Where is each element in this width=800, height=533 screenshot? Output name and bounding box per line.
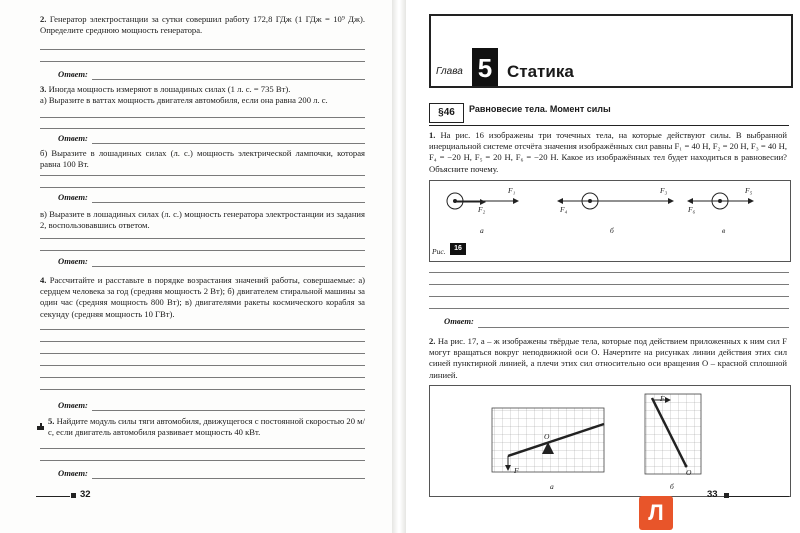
figure-caption: б bbox=[610, 226, 614, 235]
book-gutter bbox=[392, 0, 406, 533]
answer-line[interactable] bbox=[40, 49, 365, 50]
right-task-2 bbox=[429, 336, 787, 381]
answer-line[interactable] bbox=[429, 272, 789, 273]
answer-line[interactable] bbox=[429, 284, 789, 285]
answer-input-line[interactable] bbox=[92, 410, 365, 411]
section-underline bbox=[429, 125, 789, 126]
answer-line[interactable] bbox=[40, 329, 365, 330]
figure-16 bbox=[429, 180, 791, 262]
page-number: 33 bbox=[707, 489, 718, 500]
task-number: 2. bbox=[429, 336, 436, 346]
task-3c bbox=[40, 209, 365, 231]
answer-line[interactable] bbox=[40, 238, 365, 239]
force-label-f6: F₆ bbox=[688, 205, 696, 214]
task-3a-text: а) Выразите в ваттах мощность двигателя автомобиля, если она равна 200 л. с. bbox=[40, 95, 328, 106]
publisher-logo: Л bbox=[639, 496, 673, 530]
answer-line[interactable] bbox=[429, 296, 789, 297]
answer-line[interactable] bbox=[40, 377, 365, 378]
figure-caption: б bbox=[670, 482, 674, 491]
section-number: §46 bbox=[429, 103, 464, 123]
force-label-f2: F₂ bbox=[478, 205, 486, 214]
task-text: Рассчитайте и расставьте в порядке возрастания значений работы, совершаемые: а) сердцем человека за год (средняя мощность 2 Вт); б) двигателем стиральной машины за один час (средняя мощность 800 Вт); в) двигателями ракеты космического корабля за секунду (средняя мощность 10 ГВт). bbox=[40, 275, 365, 319]
task-number: 1. bbox=[429, 130, 436, 140]
answer-label: Ответ: bbox=[58, 192, 88, 202]
hand-pointer-icon bbox=[36, 418, 45, 427]
chapter-word: Глава bbox=[436, 66, 463, 77]
task-5 bbox=[48, 416, 365, 438]
answer-line[interactable] bbox=[40, 341, 365, 342]
answer-input-line[interactable] bbox=[92, 79, 365, 80]
figure-label-number: 16 bbox=[450, 243, 466, 255]
task-text: На рис. 17, а – ж изображены твёрдые тела, которые под действием приложенных к ним сил F могут вращаться вокруг неподвижной оси O. Начертите на рисунках линии действия этих сил синей пунктирной линией, а плечи этих сил относительно оси вращения O – красной сплошной линией. bbox=[429, 336, 787, 380]
figure-17-drawing bbox=[430, 386, 790, 496]
answer-line[interactable] bbox=[40, 460, 365, 461]
task-4 bbox=[40, 275, 365, 320]
figure-label-prefix: Рис. bbox=[432, 247, 446, 256]
task-number: 3. bbox=[40, 84, 47, 94]
figure-caption: в bbox=[722, 226, 726, 235]
task-3b-text: б) Выразите в лошадиных силах (л. с.) мощность электрической лампочки, которая равна 100 Вт. bbox=[40, 148, 365, 170]
answer-label: Ответ: bbox=[58, 69, 88, 79]
grid-b bbox=[645, 394, 701, 474]
answer-input-line[interactable] bbox=[92, 478, 365, 479]
answer-input-line[interactable] bbox=[92, 143, 365, 144]
answer-label: Ответ: bbox=[58, 400, 88, 410]
chapter-underline bbox=[429, 86, 791, 88]
answer-input-line[interactable] bbox=[478, 327, 789, 328]
answer-line[interactable] bbox=[40, 61, 365, 62]
answer-input-line[interactable] bbox=[92, 266, 365, 267]
axis-label-a: O bbox=[544, 432, 550, 441]
task-number: 2. bbox=[40, 14, 47, 24]
answer-label: Ответ: bbox=[58, 468, 88, 478]
force-label-f5: F₅ bbox=[745, 186, 753, 195]
task-3 bbox=[40, 84, 365, 106]
answer-line[interactable] bbox=[40, 448, 365, 449]
answer-label: Ответ: bbox=[58, 256, 88, 266]
page-number-rule bbox=[729, 496, 789, 497]
task-number: 5. bbox=[48, 416, 55, 426]
answer-label: Ответ: bbox=[58, 133, 88, 143]
task-text: Найдите модуль силы тяги автомобиля, движущегося с постоянной скоростью 20 м/с, если двигатель автомобиля развивает мощность 40 кВт. bbox=[48, 416, 365, 438]
task-number: 4. bbox=[40, 275, 47, 285]
right-task-1 bbox=[429, 130, 787, 175]
answer-line[interactable] bbox=[40, 187, 365, 188]
force-label-b: F bbox=[660, 394, 665, 403]
chapter-number: 5 bbox=[472, 48, 498, 86]
answer-line[interactable] bbox=[40, 365, 365, 366]
answer-line[interactable] bbox=[40, 389, 365, 390]
task-3b bbox=[40, 148, 365, 170]
figure-caption: а bbox=[480, 226, 484, 235]
answer-line[interactable] bbox=[40, 117, 365, 118]
force-label-f1: F₁ bbox=[508, 186, 516, 195]
task-3c-text: в) Выразите в лошадиных силах (л. с.) мощность генератора электростанции из задания 2, воспользовавшись ответом. bbox=[40, 209, 365, 231]
page-number-rule bbox=[36, 496, 70, 497]
answer-line[interactable] bbox=[40, 175, 365, 176]
task-text: На рис. 16 изображены три точечных тела, на которые действуют силы. В выбранной инерциальной системе отсчёта значения изображённых сил равны F₁ = 40 Н, F₂ = 20 Н, F₃ = 40 Н, F₄ = −20 Н, F₅ = 20 Н, F₆ = −20 Н. Какое из изображённых тел будет находиться в равновесии? Объясните почему. bbox=[429, 130, 787, 174]
left-page bbox=[0, 0, 392, 533]
answer-line[interactable] bbox=[429, 308, 789, 309]
answer-line[interactable] bbox=[40, 353, 365, 354]
force-label-a: F bbox=[514, 466, 519, 475]
figure-17 bbox=[429, 385, 791, 497]
force-label-f4: F₄ bbox=[560, 205, 568, 214]
chapter-title: Статика bbox=[507, 62, 574, 81]
section-title: Равновесие тела. Момент силы bbox=[469, 104, 611, 114]
page-number: 32 bbox=[80, 489, 91, 500]
task-text: Генератор электростанции за сутки совершил работу 172,8 ГДж (1 ГДж = 10⁹ Дж). Определите среднюю мощность генератора. bbox=[40, 14, 365, 36]
page-number-marker bbox=[71, 493, 76, 498]
task-text: Иногда мощность измеряют в лошадиных силах (1 л. с. = 735 Вт). bbox=[48, 84, 291, 94]
answer-line[interactable] bbox=[40, 128, 365, 129]
figure-16-drawing bbox=[430, 181, 790, 261]
task-2 bbox=[40, 14, 365, 36]
answer-input-line[interactable] bbox=[92, 202, 365, 203]
figure-caption: а bbox=[550, 482, 554, 491]
answer-line[interactable] bbox=[40, 250, 365, 251]
axis-label-b: O bbox=[686, 468, 692, 477]
answer-label: Ответ: bbox=[444, 316, 474, 326]
force-label-f3: F₃ bbox=[660, 186, 668, 195]
